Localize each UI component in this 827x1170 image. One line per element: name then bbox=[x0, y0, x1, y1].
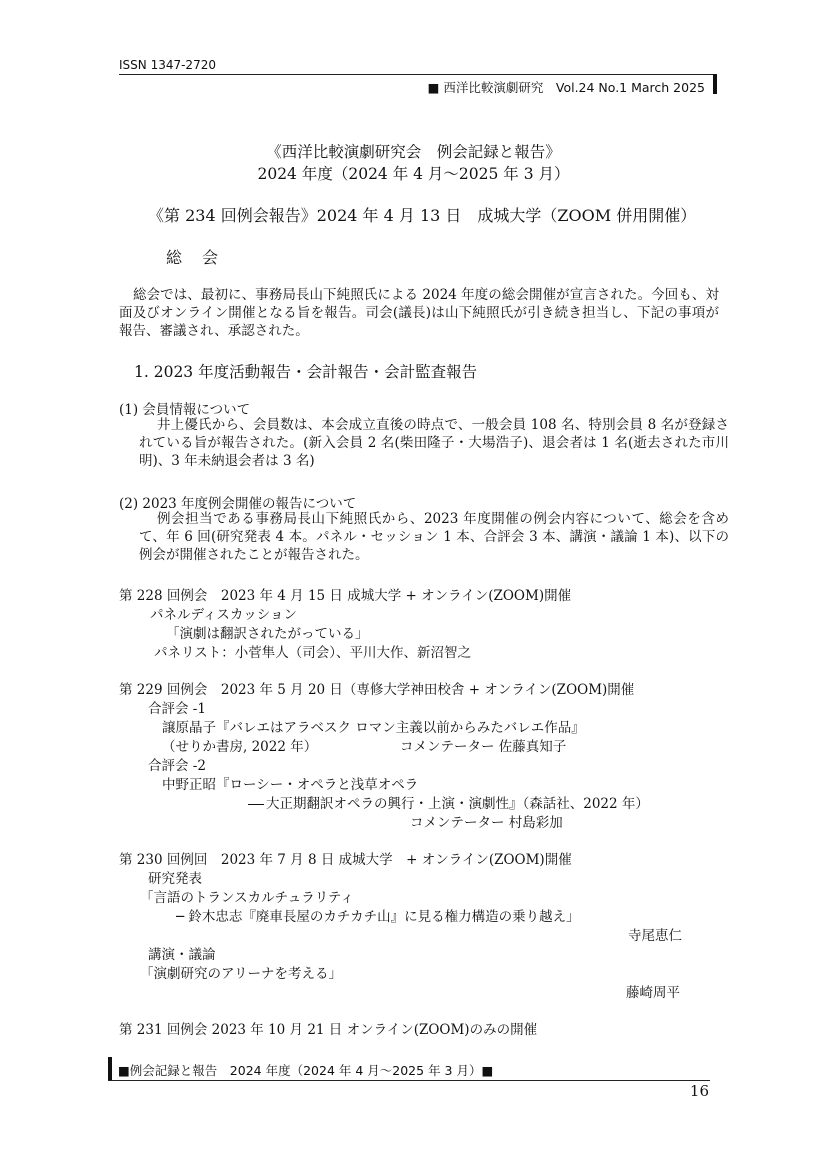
footer-text: ■例会記録と報告 2024 年度（2024 年 4 月～2025 年 3 月）■ bbox=[118, 1063, 494, 1078]
subsection-1-heading: (1) 会員情報について bbox=[119, 402, 251, 418]
meeting-230-research-subtitle: ─ 鈴木忠志『廃車長屋のカチカチ山』に見る権力構造の乗り越え」 bbox=[176, 909, 580, 925]
page-number: 16 bbox=[689, 1082, 709, 1100]
meeting-230-research-author: 寺尾恵仁 bbox=[628, 928, 682, 944]
meeting-229-review2-book: 中野正昭『ローシー・オペラと浅草オペラ bbox=[162, 777, 419, 793]
meeting-229-review2-commentator: コメンテーター 村島彩加 bbox=[410, 815, 563, 831]
meeting-229-review2-subtitle-text: 大正期翻訳オペラの興行・上演・演劇性』（森話社、2022 年） bbox=[266, 796, 649, 812]
meeting-229-review1-commentator: コメンテーター 佐藤真知子 bbox=[400, 739, 567, 755]
em-dash-rule bbox=[248, 804, 264, 805]
meeting-229-review1-publisher: （せりか書房, 2022 年） bbox=[162, 739, 318, 755]
meeting-230-lecture-title: 「演劇研究のアリーナを考える」 bbox=[140, 966, 342, 982]
meeting-229-review2-subtitle bbox=[248, 792, 649, 812]
subsection-1-text: 井上優氏から、会員数は、本会成立直後の時点で、一般会員 108 名、特別会員 8 名が登録されている旨が報告された。(新入会員 2 名(柴田隆子・大場浩子)、退会者は 1 名(逝去された市川明)、3 年未納退会者は 3 名) bbox=[139, 417, 729, 469]
meeting-230-lecture-label: 講演・議論 bbox=[148, 947, 216, 963]
meeting-230-lecture-author: 藤崎周平 bbox=[626, 985, 680, 1001]
soukai-heading: 総会 bbox=[166, 248, 239, 267]
meeting-228-title: 第 228 回例会 2023 年 4 月 15 日 成城大学 + オンライン(ZOOM)開催 bbox=[119, 588, 572, 604]
section-1-heading: 1. 2023 年度活動報告・会計報告・会計監査報告 bbox=[134, 363, 478, 381]
footer-rule bbox=[108, 1080, 710, 1081]
report-period: 2024 年度（2024 年 4 月～2025 年 3 月） bbox=[257, 165, 570, 183]
header-rule bbox=[119, 74, 717, 75]
meeting-230-research-title: 「言語のトランスカルチュラリティ bbox=[140, 890, 354, 906]
journal-title: ■ 西洋比較演劇研究 Vol.24 No.1 March 2025 bbox=[427, 80, 705, 95]
footer-bar bbox=[108, 1057, 112, 1081]
subsection-2-heading: (2) 2023 年度例会開催の報告について bbox=[119, 496, 357, 512]
meeting-229-review1-book: 譲原晶子『バレエはアラベスク ロマン主義以前からみたバレエ作品』 bbox=[162, 720, 585, 736]
meeting-228-panelists: パネリスト：小菅隼人（司会）、平川大作、新沼智之 bbox=[154, 645, 471, 661]
meeting-229-review1-label: 合評会 -1 bbox=[148, 701, 206, 717]
header-bar bbox=[713, 74, 717, 94]
meeting-228-type: パネルディスカッション bbox=[150, 607, 298, 623]
report-title: 《西洋比較演劇研究会 例会記録と報告》 bbox=[266, 143, 561, 161]
meeting-229-review2-label: 合評会 -2 bbox=[148, 758, 206, 774]
issn-label: ISSN 1347-2720 bbox=[119, 58, 216, 72]
meeting-heading: 《第 234 回例会報告》2024 年 4 月 13 日 成城大学（ZOOM 併用開催） bbox=[148, 206, 697, 225]
intro-paragraph: 総会では、最初に、事務局長山下純照氏による 2024 年度の総会開催が宣言された。今回も、対面及びオンライン開催となる旨を報告。司会(議長)は山下純照氏が引き続き担当し、下記の事項が報告、審議され、承認された。 bbox=[119, 287, 719, 339]
meeting-229-title: 第 229 回例会 2023 年 5 月 20 日（専修大学神田校舎 + オンライン(ZOOM)開催 bbox=[119, 682, 635, 698]
subsection-2-text: 例会担当である事務局長山下純照氏から、2023 年度開催の例会内容について、総会を含めて、年 6 回(研究発表 4 本。パネル・セッション 1 本、合評会 3 本、講演・議論 1 本)、以下の例会が開催されたことが報告された。 bbox=[139, 511, 729, 563]
meeting-231-title: 第 231 回例会 2023 年 10 月 21 日 オンライン(ZOOM)のみの開催 bbox=[119, 1022, 538, 1038]
meeting-228-topic: 「演劇は翻訳されたがっている」 bbox=[166, 626, 369, 642]
meeting-230-research-label: 研究発表 bbox=[148, 871, 202, 887]
meeting-230-title: 第 230 回例回 2023 年 7 月 8 日 成城大学 + オンライン(ZOOM)開催 bbox=[119, 852, 572, 868]
